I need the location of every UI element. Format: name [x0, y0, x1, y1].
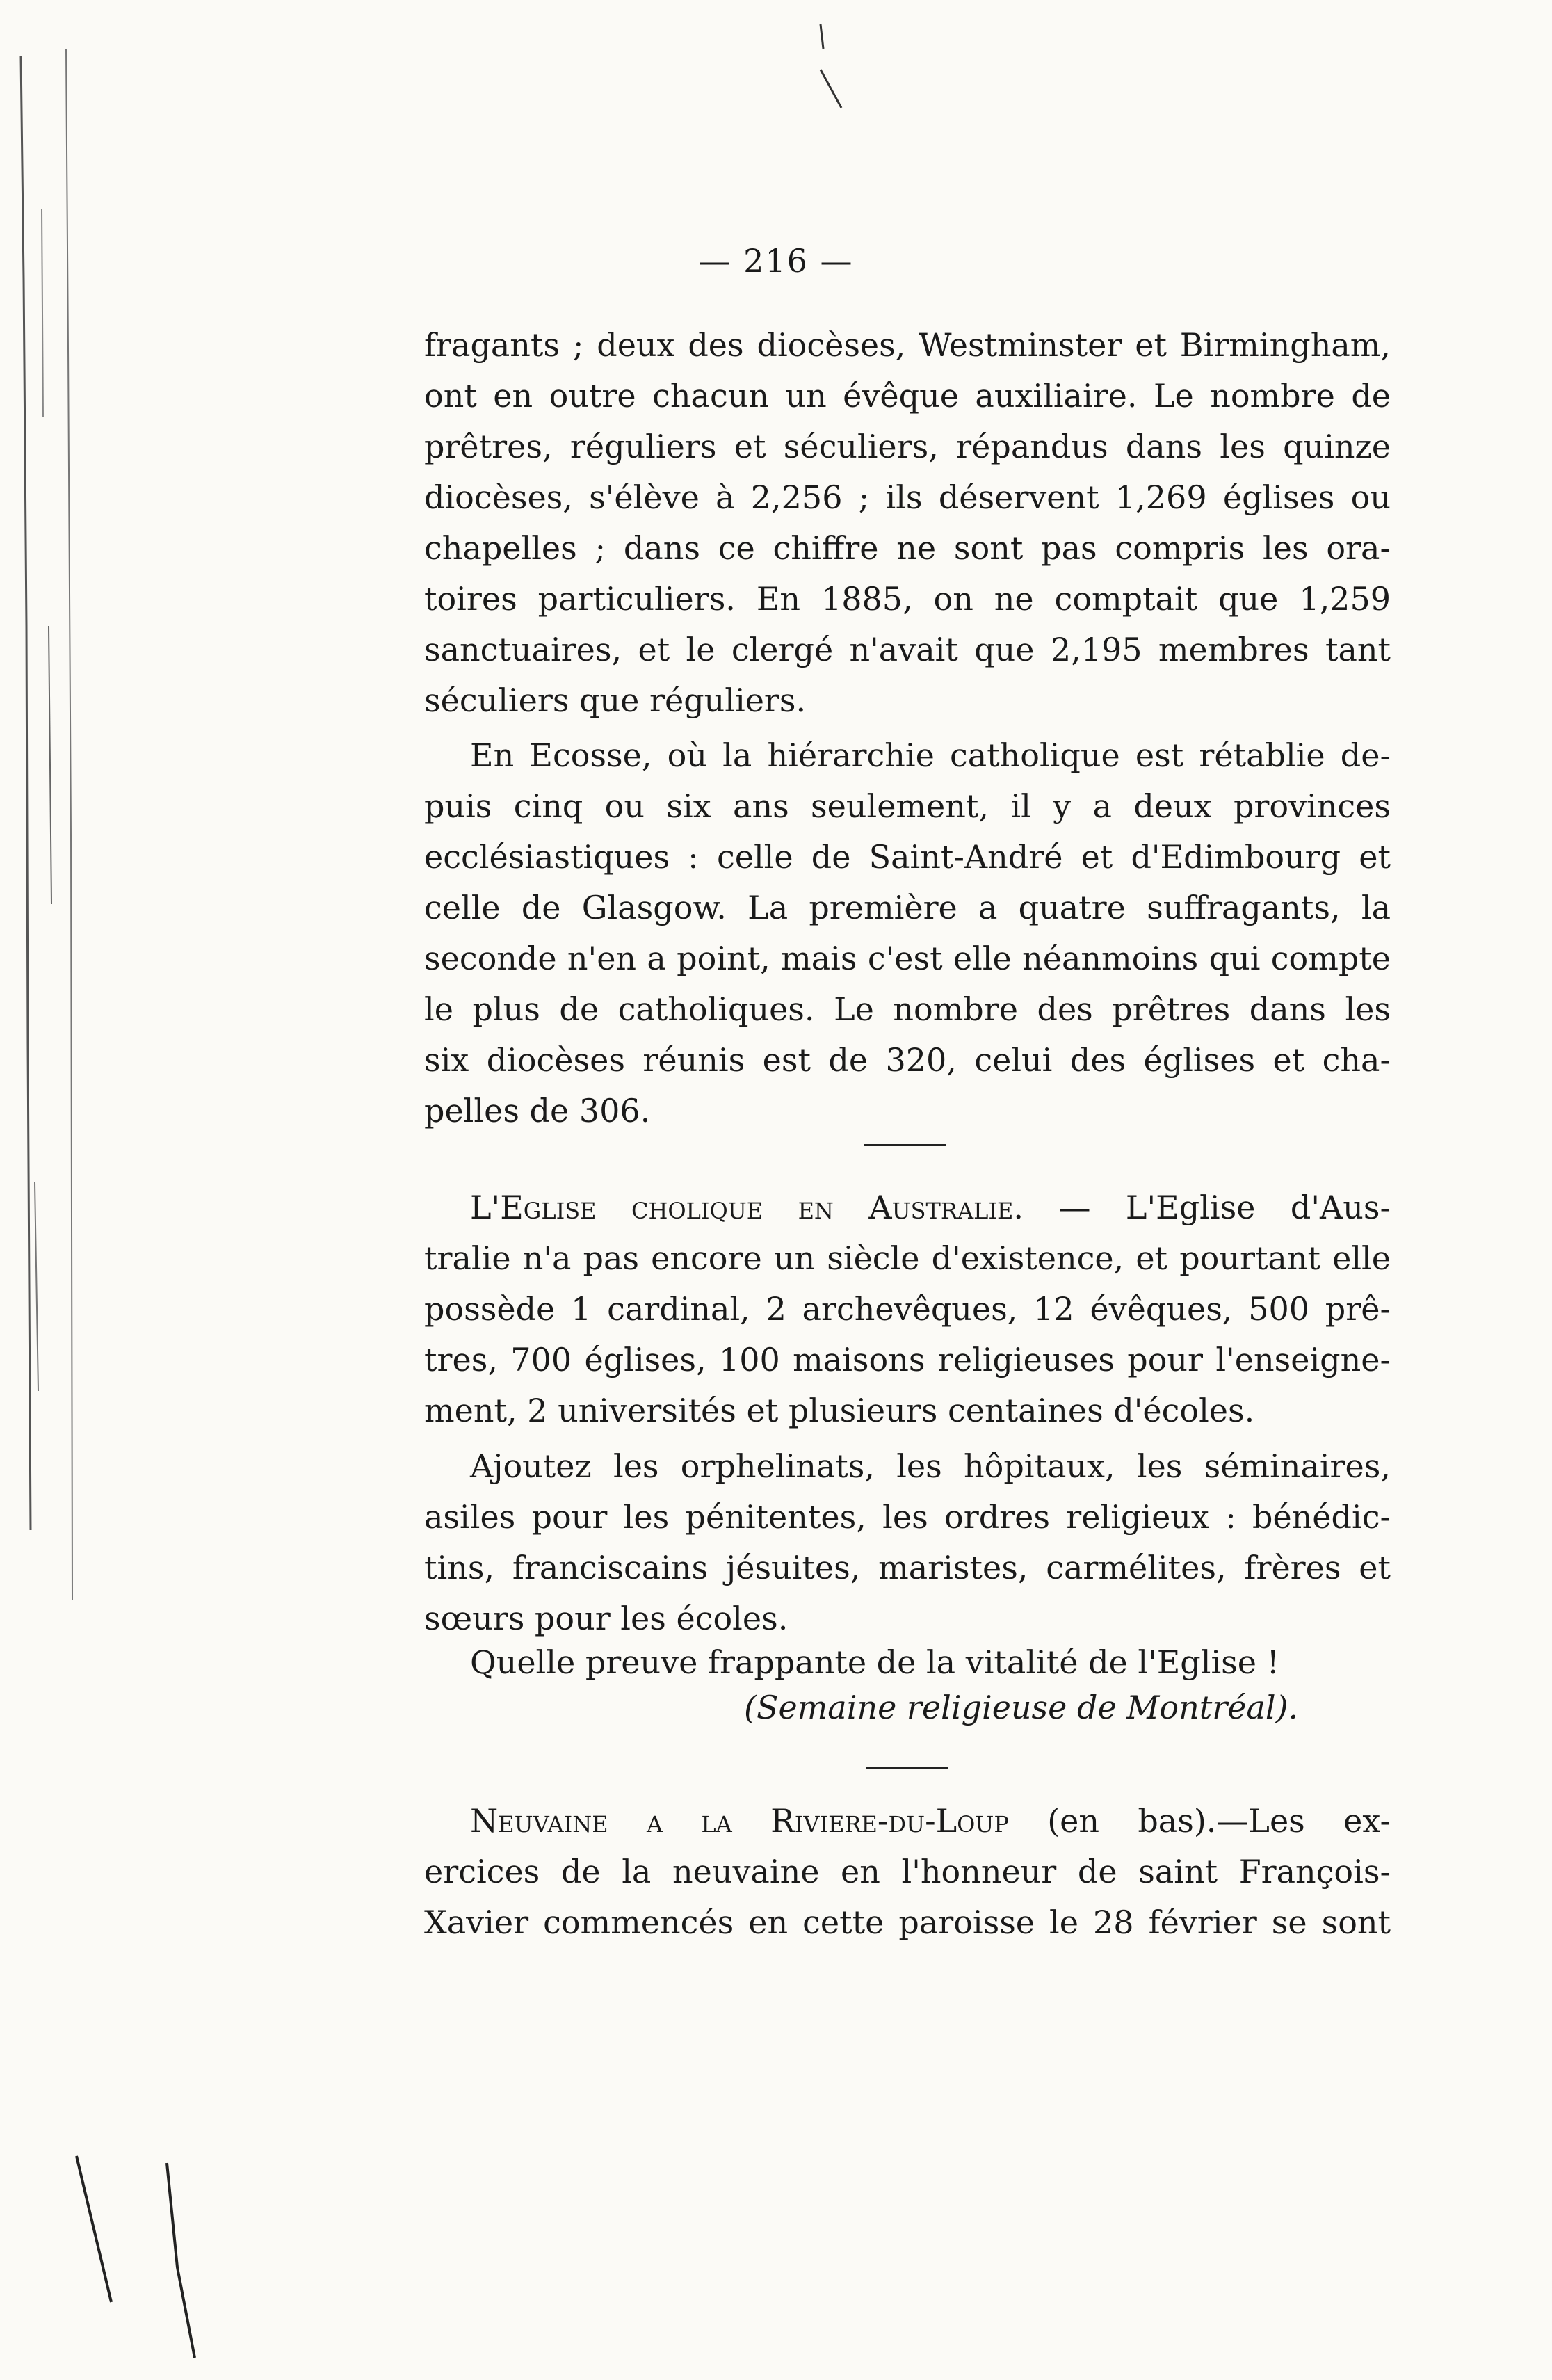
text-line: Ajoutez les orphelinats, les hôpitaux, les séminaires,	[470, 1447, 1391, 1485]
text-line: chapelles ; dans ce chiffre ne sont pas compris les ora-	[424, 529, 1391, 567]
text-line: le plus de catholiques. Le nombre des prêtres dans les	[424, 990, 1391, 1028]
page-number: — 216 —	[698, 242, 854, 280]
text-line: ment, 2 universités et plusieurs centaines d'écoles.	[424, 1392, 1255, 1429]
binding-edge-marks	[0, 0, 76, 2380]
text-line: diocèses, s'élève à 2,256 ; ils déservent 1,269 églises ou	[424, 479, 1391, 516]
text-line: possède 1 cardinal, 2 archevêques, 12 évêques, 500 prê-	[424, 1290, 1391, 1328]
text-line: puis cinq ou six ans seulement, il y a deux provinces	[424, 787, 1391, 825]
text-line	[424, 1182, 1391, 1233]
text-line: fragants ; deux des diocèses, Westminster et Birmingham,	[424, 326, 1391, 364]
article-neuvaine	[424, 1796, 1391, 1948]
heading-continuation: — L'Eglise d'Aus-	[1023, 1189, 1391, 1226]
text-line: asiles pour les pénitentes, les ordres religieux : bénédic-	[424, 1498, 1391, 1536]
text-line: toires particuliers. En 1885, on ne comptait que 1,259	[424, 580, 1391, 618]
text-line: ercices de la neuvaine en l'honneur de saint François-	[424, 1853, 1391, 1890]
top-scratch-marks	[814, 21, 855, 111]
article-heading: L'Eglise cholique en Australie.	[470, 1189, 1024, 1226]
text-line: Quelle preuve frappante de la vitalité de l'Eglise !	[470, 1643, 1280, 1681]
text-line: En Ecosse, où la hiérarchie catholique est rétablie de-	[470, 737, 1391, 774]
text-line	[424, 1796, 1391, 1847]
text-line: pelles de 306.	[424, 1092, 651, 1129]
text-line: ecclésiastiques : celle de Saint-André et d'Edimbourg et	[424, 838, 1391, 876]
text-line: six diocèses réunis est de 320, celui des églises et cha-	[424, 1041, 1391, 1079]
article-australia	[424, 1182, 1391, 1436]
paragraph-scotland	[424, 730, 1391, 1136]
text-line: sœurs pour les écoles.	[424, 1600, 789, 1637]
heading-continuation: (en bas).—Les ex-	[1008, 1802, 1391, 1840]
text-line: tres, 700 églises, 100 maisons religieuses pour l'enseigne-	[424, 1341, 1391, 1378]
text-line: ont en outre chacun un évêque auxiliaire. Le nombre de	[424, 377, 1391, 415]
bottom-scratch-marks	[63, 2142, 223, 2365]
text-line: prêtres, réguliers et séculiers, répandus dans les quinze	[424, 428, 1391, 465]
text-line: tins, franciscains jésuites, maristes, carmélites, frères et	[424, 1549, 1391, 1586]
section-divider	[864, 1144, 946, 1146]
paragraph-england-clergy	[424, 320, 1391, 726]
text-line: Xavier commencés en cette paroisse le 28 février se sont	[424, 1904, 1391, 1941]
source-attribution: (Semaine religieuse de Montréal).	[744, 1689, 1299, 1726]
text-line: tralie n'a pas encore un siècle d'existence, et pourtant elle	[424, 1239, 1391, 1277]
text-line: sanctuaires, et le clergé n'avait que 2,195 membres tant	[424, 631, 1391, 668]
paragraph-conclusion	[424, 1637, 1391, 1688]
text-line: seconde n'en a point, mais c'est elle néanmoins qui compte	[424, 940, 1391, 977]
article-heading: Neuvaine a la Riviere-du-Loup	[470, 1802, 1009, 1840]
section-divider	[866, 1767, 948, 1769]
text-line: celle de Glasgow. La première a quatre suffragants, la	[424, 889, 1391, 926]
text-line: séculiers que réguliers.	[424, 682, 807, 719]
paragraph-institutions	[424, 1441, 1391, 1644]
